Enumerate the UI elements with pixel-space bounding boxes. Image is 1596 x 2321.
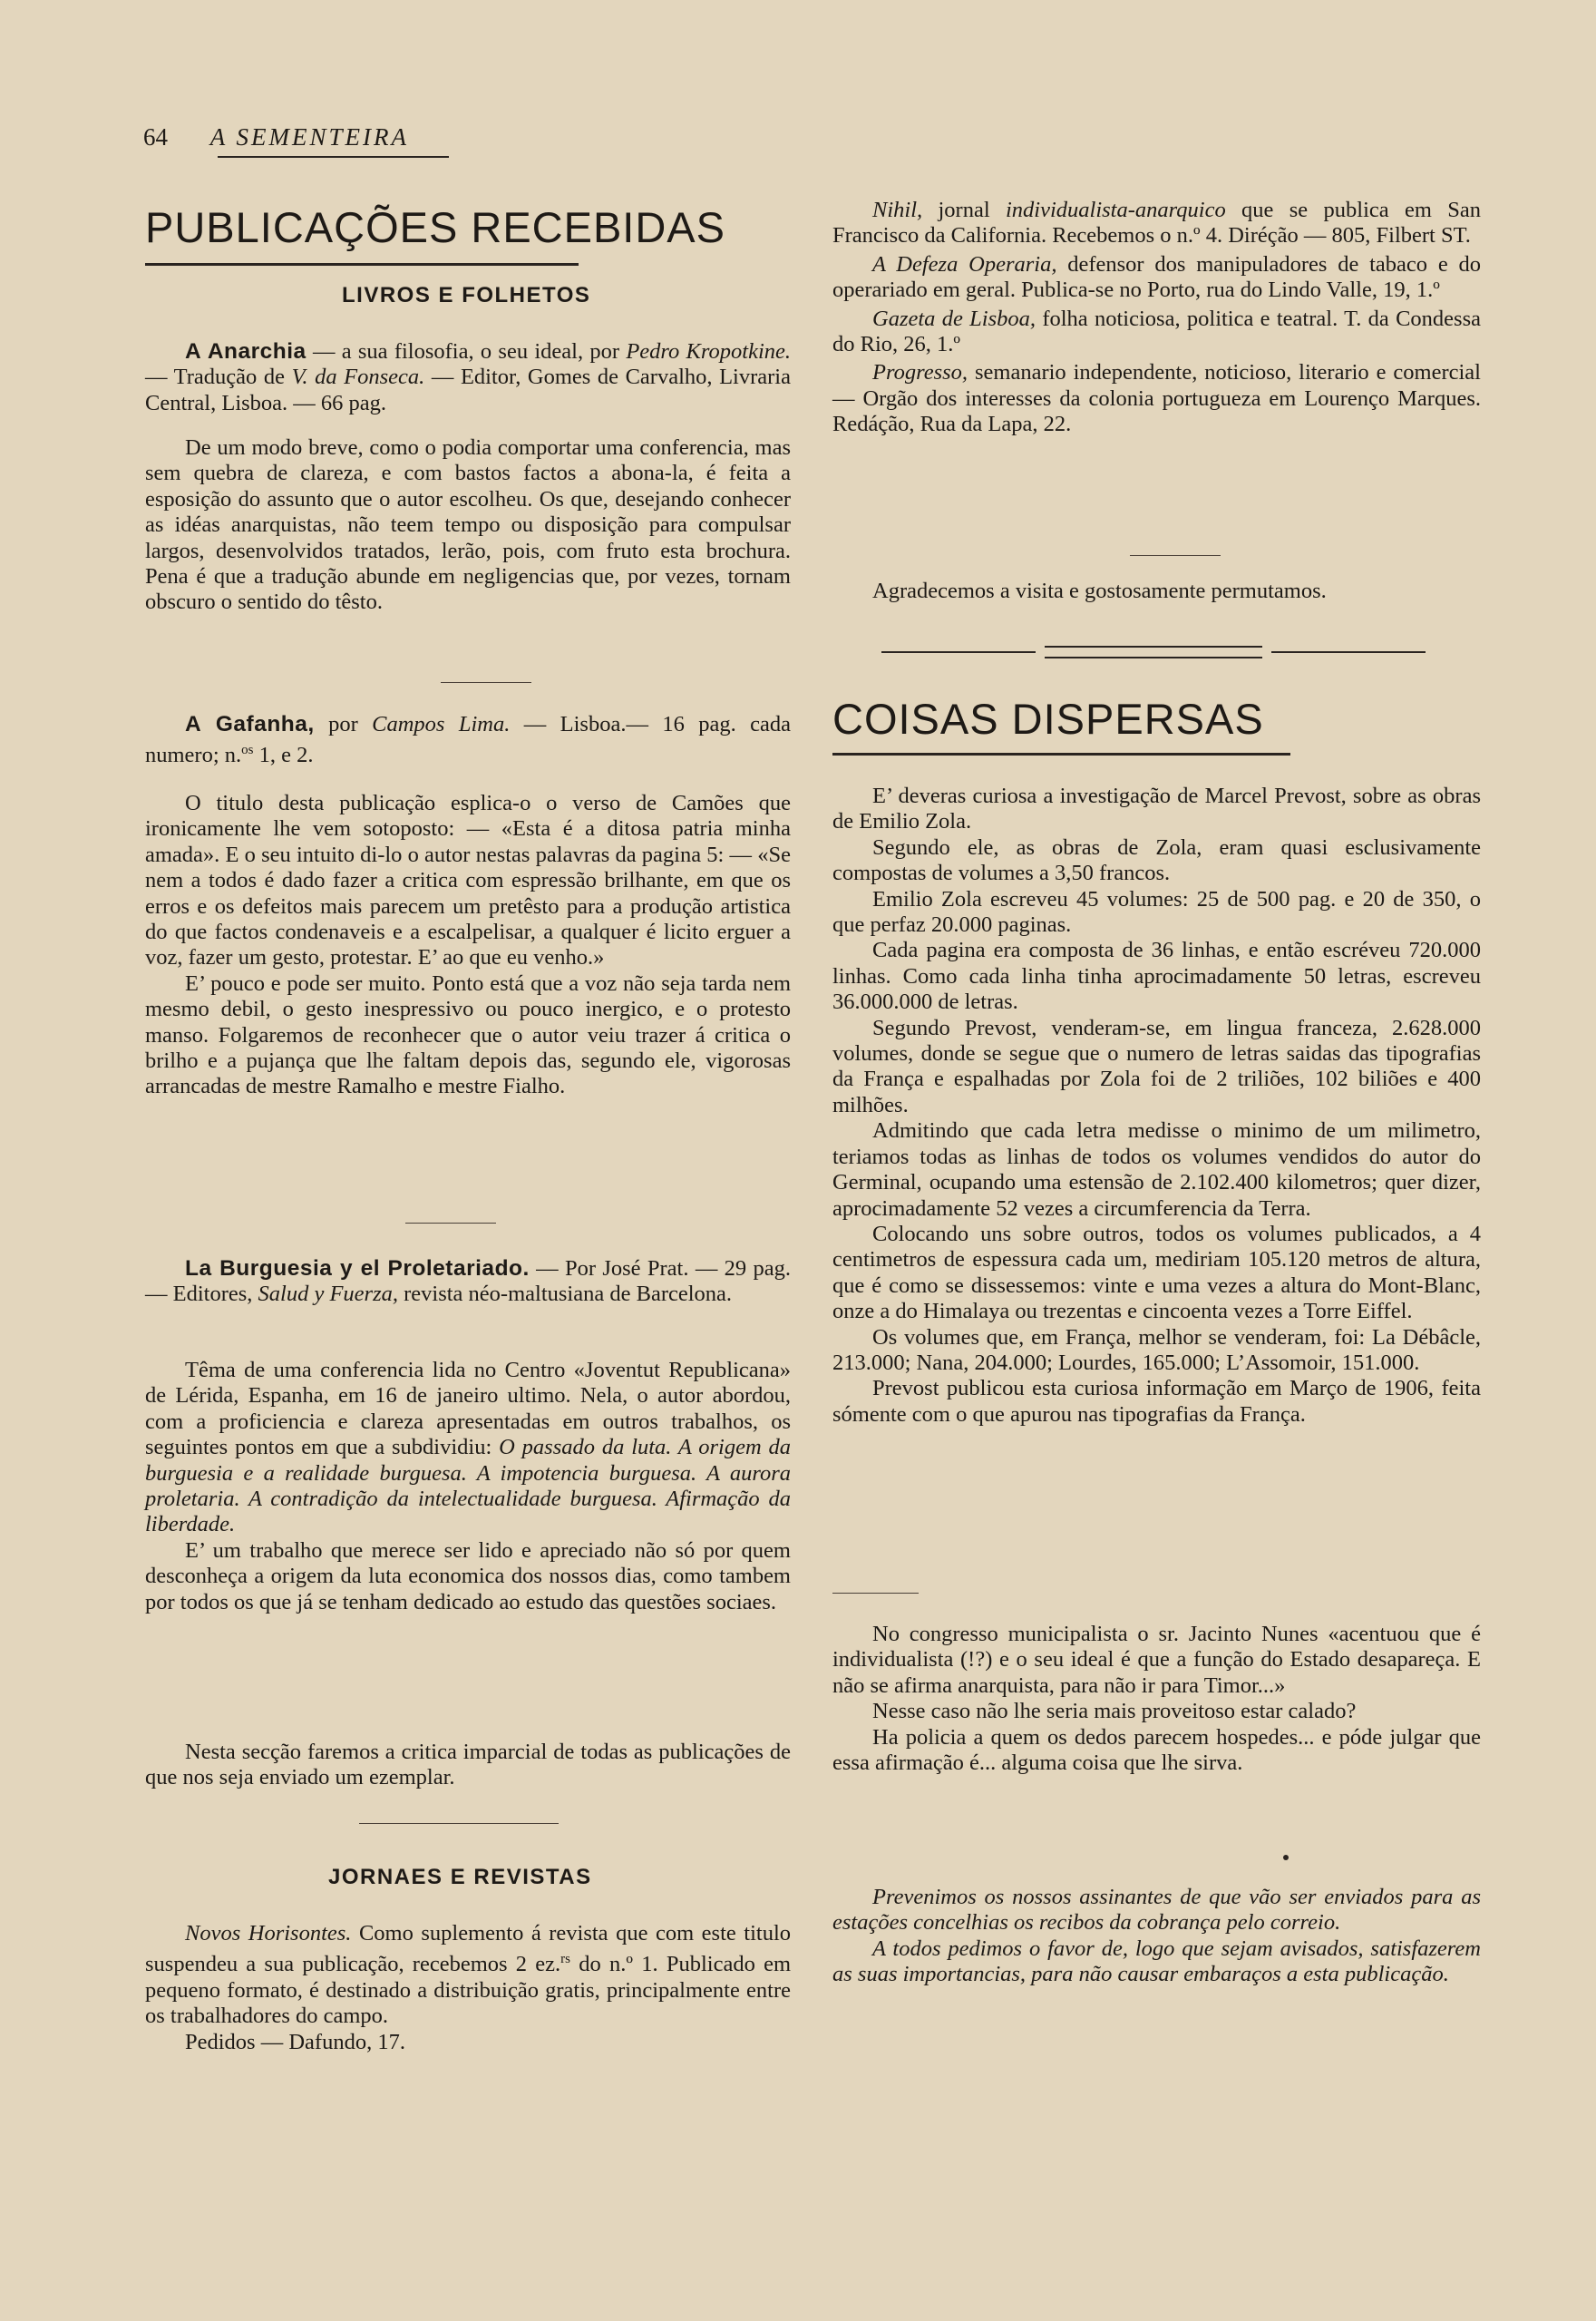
livros-heading: LIVROS E FOLHETOS	[342, 283, 591, 307]
header-underline	[218, 156, 449, 158]
progresso-entry: Progresso, semanario independente, noticioso, literario e comercial — Orgão dos interesses da colonia portugueza em Lourenço Marques. Redáção, Rua da Lapa, 22.	[832, 360, 1481, 437]
page-number: 64	[143, 123, 168, 151]
subscribers-notice: Prevenimos os nossos assinantes de que vão ser enviados para as estações concelhias os recibos da cobrança pelo correio. A todos pedimos o favor de, logo que sejam avisados, satisfazerem as suas importancias, para não causar embaraços a esta publicação.	[832, 1885, 1481, 1987]
ornament-rule	[1045, 646, 1262, 648]
burguesia-entry	[145, 1256, 791, 1308]
defeza-entry: A Defeza Operaria, defensor dos manipuladores de tabaco e do operariado em geral. Publica-se no Porto, rua do Lindo Valle, 19, 1.º	[832, 251, 1481, 303]
burguesia-review: Têma de uma conferencia lida no Centro «Joventut Republicana» de Lérida, Espanha, em 16 de janeiro ultimo. Nela, o autor abordou, com a proficiencia e clareza apresentadas em outros trabalhos, os seguintes pontos em que a subdividiu: O passado da luta. A origem da burguesia e a realidade burguesa. A impotencia burguesa. A aurora proletaria. A contradição da intelectualidade burguesa. Afirmação da liberdade. E’ um trabalho que merece ser lido e apreciado não só por quem desconheça a origem da luta economica dos nossos dias, como tambem por todos os que já se tenham dedicado ao estudo das questões sociaes.	[145, 1358, 791, 1614]
title-underline	[145, 263, 579, 266]
title-underline	[832, 753, 1290, 756]
ornament-rule	[1045, 657, 1262, 658]
anarchia-entry	[145, 339, 791, 416]
publicacoes-title: PUBLICAÇÕES RECEBIDAS	[145, 203, 726, 251]
separator	[359, 1823, 559, 1824]
separator	[1130, 555, 1221, 556]
anarchia-reference: A Anarchia — a sua filosofia, o seu ideal, por Pedro Kropotkine. — Tradução de V. da Fonseca. — Editor, Gomes de Carvalho, Livraria Central, Lisboa. — 66 pag.	[145, 339, 792, 415]
anarchia-name: A Anarchia	[185, 339, 307, 364]
separator	[441, 682, 531, 683]
separator	[832, 1593, 919, 1594]
running-header	[143, 123, 409, 151]
gafanha-reference: A Gafanha, por Campos Lima. — Lisboa.— 16 pag. cada numero; n.$^{os}$ 1, e 2.	[145, 712, 791, 768]
jornaes-heading: JORNAES E REVISTAS	[328, 1865, 592, 1889]
coisas-dispersas-title: COISAS DISPERSAS	[832, 695, 1264, 743]
gafanha-name: A Gafanha,	[185, 712, 315, 736]
anarchia-review: De um modo breve, como o podia comportar uma conferencia, mas sem quebra de clareza, e com bastos factos a abona-la, é feita a esposição do assunto que o autor escolheu. Os que, desejando conhecer as idéas anarquistas, não teem tempo ou disposição para compulsar largos, desenvolvidos tratados, lerão, pois, com fruto esta brochura. Pena é que a tradução abunde em negligencias que, por vezes, tornam obscuro o sentido do têsto.	[145, 435, 791, 615]
gafanha-entry	[145, 712, 791, 769]
magazine-name: A SEMENTEIRA	[209, 123, 409, 151]
zola-article: E’ deveras curiosa a investigação de Marcel Prevost, sobre as obras de Emilio Zola. Segundo ele, as obras de Zola, eram quasi esclusivamente compostas de volumes a 3,50 francos. Emilio Zola escreveu 45 volumes: 25 de 500 pag. e 20 de 350, o que perfaz 20.000 paginas. Cada pagina era composta de 36 linhas, e então escréveu 720.000 linhas. Como cada linha tinha aprocimadamente 50 letras, escreveu 36.000.000 de letras. Segundo Prevost, venderam-se, em lingua franceza, 2.628.000 volumes, donde se segue que o numero de letras saidas das tipografias da França e espalhadas por Zola foi de 2 triliões, 102 biliões e 400 milhões. Admitindo que cada letra medisse o minimo de um milimetro, teriamos todas as linhas de todos os volumes vendidos do autor do Germinal, ocupando uma estensão de 2.102.400 kilometros; quer dizer, aprocimadamente 52 vezes a circumferencia da Terra. Colocando uns sobre outros, todos os volumes publicados, a 4 centimetros de espessura cada um, mediriam 105.120 metros de altura, que é como se dissessemos: vinte e uma vezes a altura do Mont-Blanc, onze a do Himalaya ou trezentas e cincoenta vezes a Torre Eiffel. Os volumes que, em França, melhor se venderam, foi: La Débâcle, 213.000; Nana, 204.000; Lourdes, 165.000; L’Assomoir, 151.000. Prevost publicou esta curiosa informação em Março de 1906, feita sómente com o que apurou nas tipografias da França.	[832, 784, 1481, 1427]
nunes-article: No congresso municipalista o sr. Jacinto Nunes «acentuou que é individualista (!?) e o seu ideal é que a função do Estado desapareça. E não se afirma anarquista, para não ir para Timor...» Nesse caso não lhe seria mais proveitoso estar calado? Ha policia a quem os dedos parecem hospedes... e póde julgar que essa afirmação é... alguma coisa que lhe sirva.	[832, 1622, 1481, 1776]
nihil-entry: Nihil, jornal individualista-anarquico que se publica em San Francisco da California. Recebemos o n.º 4. Diréção — 805, Filbert ST.	[832, 198, 1481, 249]
thanks-line: Agradecemos a visita e gostosamente permutamos.	[872, 579, 1327, 603]
ornament-rule	[1271, 651, 1426, 653]
ornament-rule	[881, 651, 1036, 653]
section-note: Nesta secção faremos a critica imparcial de todas as publicações de que nos seja enviado um ezemplar.	[145, 1740, 791, 1790]
gazeta-entry: Gazeta de Lisboa, folha noticiosa, politica e teatral. T. da Condessa do Rio, 26, 1.º	[832, 306, 1481, 357]
journals-list	[832, 198, 1481, 438]
gafanha-review: O titulo desta publicação esplica-o o verso de Camões que ironicamente lhe vem sotoposto: — «Esta é a ditosa patria minha amada». E o seu intuito di-lo o autor nestas palavras da pagina 5: — «Se nem a todos é dado fazer a critica com espressão brilhante, em que os erros e os defeitos mais parecem um pretêsto para a produção artistica do que factos condenaveis e a escalpelisar, a qualquer é licito erguer a voz, fazer um gesto, protestar. E’ ao que eu venho.» E’ pouco e pode ser muito. Ponto está que a voz não seja tarda nem mesmo debil, o gesto inespressivo ou pouco inergico, e o protesto manso. Folgaremos de reconhecer que o autor veiu trazer á critica o brilho e a pujança que lhe faltam depois das, segundo ele, vigorosas arrancadas de mestre Ramalho e mestre Fialho.	[145, 791, 791, 1099]
burguesia-reference: La Burguesia y el Proletariado. — Por José Prat. — 29 pag. — Editores, Salud y Fuerza, revista néo-maltusiana de Barcelona.	[145, 1256, 791, 1307]
separator	[405, 1223, 496, 1224]
burguesia-name: La Burguesia y el Proletariado.	[185, 1256, 530, 1281]
novos-horisontes-name: Novos Horisontes.	[185, 1921, 352, 1946]
novos-horisontes-entry: Novos Horisontes. Como suplemento á revista que com este titulo suspendeu a sua publicação, recebemos 2 ez.$^{rs}$ do n.º 1. Publicado em pequeno formato, é destinado a distribuição gratis, principalmente entre os trabalhadores do campo. Pedidos — Dafundo, 17.	[145, 1921, 791, 2054]
separator-dot	[1283, 1855, 1289, 1860]
pedidos-line: Pedidos — Dafundo, 17.	[185, 2029, 405, 2054]
